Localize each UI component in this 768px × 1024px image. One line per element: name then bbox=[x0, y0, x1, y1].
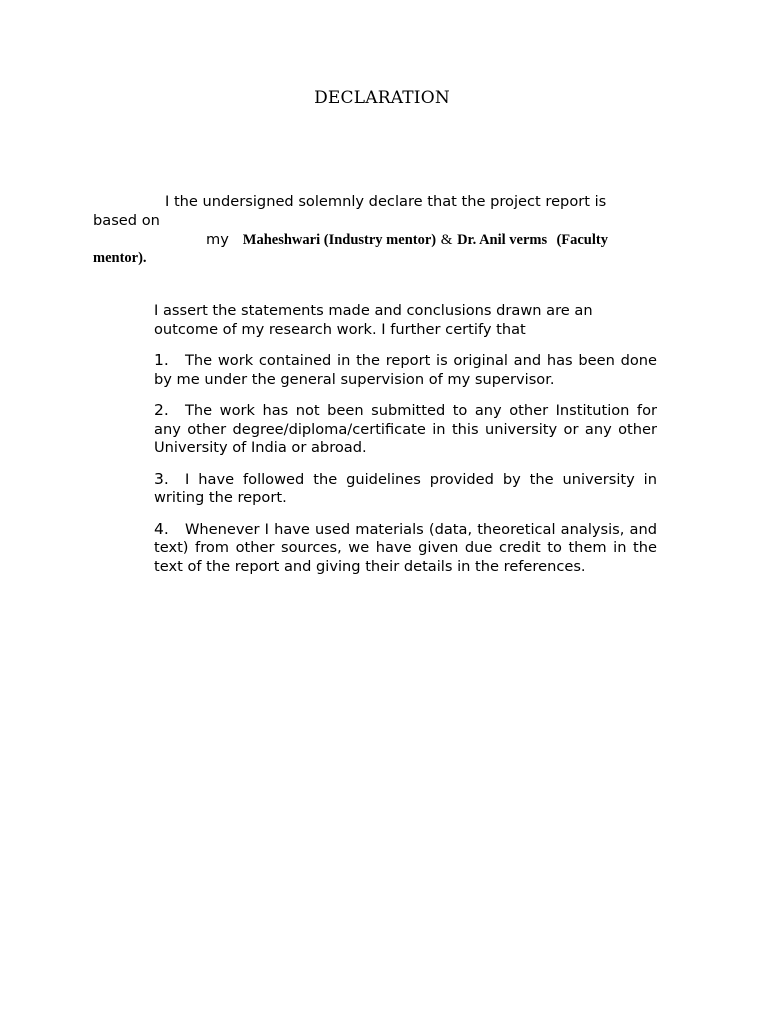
faculty-mentor-name: Dr. Anil verms bbox=[457, 232, 548, 248]
intro-paragraph bbox=[93, 192, 638, 230]
declaration-body bbox=[154, 302, 657, 588]
item-number: 3. bbox=[154, 469, 169, 488]
list-item bbox=[154, 401, 657, 458]
industry-mentor: Maheshwari (Industry mentor) bbox=[242, 232, 437, 248]
list-item bbox=[154, 520, 657, 577]
item-number: 4. bbox=[154, 519, 169, 538]
faculty-label-open: (Faculty bbox=[556, 232, 608, 248]
faculty-label-close: mentor). bbox=[93, 250, 147, 266]
list-item bbox=[154, 351, 657, 389]
intro-line-2: based on bbox=[93, 212, 160, 229]
item-text: Whenever I have used materials (data, theoretical analysis, and text) from other sources, we have given due credit to them in the text of the report and giving their details in the references. bbox=[154, 520, 657, 575]
item-text: I have followed the guidelines provided by the university in writing the report. bbox=[154, 470, 657, 506]
item-text: The work contained in the report is original and has been done by me under the general supervision of my supervisor. bbox=[154, 352, 657, 388]
item-text: The work has not been submitted to any other Institution for any other degree/diploma/certificate in this university or any other University of India or abroad. bbox=[154, 402, 657, 456]
ampersand: & bbox=[440, 232, 453, 248]
item-number: 2. bbox=[154, 401, 169, 419]
assert-paragraph: I assert the statements made and conclusions drawn are an outcome of my research work. I further certify that bbox=[154, 302, 593, 338]
mentor-line bbox=[93, 230, 638, 250]
intro-line-1: I the undersigned solemnly declare that the project report is bbox=[165, 193, 607, 210]
item-number: 1. bbox=[154, 351, 169, 369]
list-item bbox=[154, 470, 657, 508]
page-title: DECLARATION bbox=[314, 88, 450, 108]
my-word: my bbox=[206, 231, 229, 248]
